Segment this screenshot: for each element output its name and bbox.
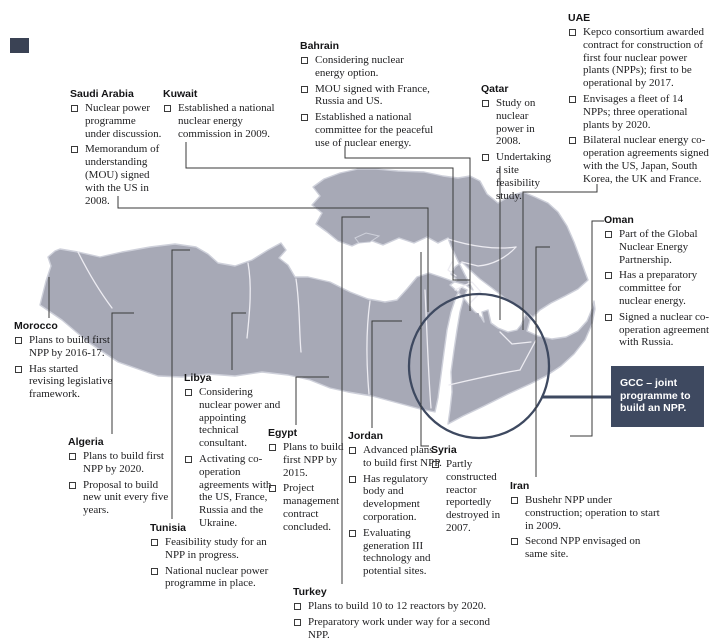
annotation-syria (431, 444, 505, 538)
annotation-iran (510, 480, 662, 564)
annotation-bullet-row (604, 269, 710, 307)
annotation-bullet-row (568, 134, 710, 185)
annotation-qatar (481, 83, 549, 205)
annotation-title-morocco: Morocco (14, 320, 58, 332)
bullet-square-icon (605, 314, 612, 321)
bullet-square-icon (482, 154, 489, 161)
annotation-bahrain (300, 40, 434, 153)
annotation-title-tunisia: Tunisia (150, 522, 186, 534)
bullet-square-icon (482, 100, 489, 107)
annotation-egypt (268, 427, 346, 537)
annotation-bullet-text: Project management contract concluded. (283, 482, 340, 533)
bullet-square-icon (294, 619, 301, 626)
annotation-bullet-text: Activating co-operation agreements with the US, France, Russia and the Ukraine. (199, 452, 272, 529)
bullet-square-icon (69, 482, 76, 489)
annotation-bullet-text: Memorandum of understanding (MOU) signed with the US in 2008. (85, 143, 160, 207)
annotation-bullet-text: Plans to build first NPP by 2015. (283, 441, 344, 479)
annotation-bullet-text: Partly constructed reactor reportedly destroyed in 2007. (446, 458, 501, 534)
annotation-bullet-text: Bilateral nuclear energy co-operation agreements signed with the US, Japan, South Korea, the UK and France. (583, 134, 709, 185)
annotation-bullet-text: Envisages a fleet of 14 NPPs; three operational plants by 2020. (583, 92, 688, 131)
annotation-bullet-text: Part of the Global Nuclear Energy Partnership. (619, 228, 698, 266)
bullet-square-icon (301, 57, 308, 64)
annotation-bullet-text: Study on nuclear power in 2008. (496, 97, 536, 148)
annotation-title-bahrain: Bahrain (300, 40, 340, 52)
bullet-square-icon (569, 96, 576, 103)
annotation-title-syria: Syria (431, 444, 457, 456)
annotation-bullet-row (163, 102, 295, 140)
annotation-bullet-row (568, 26, 710, 90)
annotation-bullet-row (70, 102, 162, 140)
bullet-square-icon (605, 272, 612, 279)
annotation-bullet-row (431, 458, 505, 535)
bullet-square-icon (269, 485, 276, 492)
annotation-bullet-row (481, 151, 549, 202)
annotation-title-oman: Oman (604, 214, 634, 226)
bullet-square-icon (164, 105, 171, 112)
annotation-title-algeria: Algeria (68, 436, 104, 448)
annotation-bullet-row (348, 444, 442, 470)
annotation-bullet-text: Second NPP envisaged on same site. (525, 535, 641, 561)
bullet-square-icon (15, 366, 22, 373)
annotation-bullet-row (70, 143, 162, 207)
annotation-bullet-text: Proposal to build new unit every five years. (83, 478, 169, 517)
annotation-bullet-text: Established a national committee for the peaceful use of nuclear energy. (315, 111, 434, 149)
annotation-bullet-text: Feasibility study for an NPP in progress. (165, 536, 267, 561)
annotation-bullet-text: Nuclear power programme under discussion. (85, 102, 162, 140)
bullet-square-icon (569, 137, 576, 144)
annotation-bullet-row (604, 228, 710, 266)
annotation-bullet-text: Has regulatory body and development corporation. (363, 472, 429, 523)
bullet-square-icon (349, 530, 356, 537)
annotation-bullet-row (348, 473, 442, 524)
annotation-morocco (14, 320, 116, 404)
bullet-square-icon (511, 538, 518, 545)
annotation-bullet-text: Has a preparatory committee for nuclear energy. (619, 269, 698, 307)
annotation-title-libya: Libya (184, 372, 212, 384)
annotation-bullet-text: Has started revising legislative framework. (29, 362, 113, 401)
annotation-bullet-text: Undertaking a site feasibility study. (496, 151, 551, 202)
annotation-bullet-row (510, 494, 662, 532)
bullet-square-icon (301, 114, 308, 121)
annotation-libya (184, 372, 281, 533)
annotation-bullet-text: Bushehr NPP under construction; operation to start in 2009. (525, 494, 660, 532)
bullet-square-icon (185, 456, 192, 463)
annotation-saudi-arabia (70, 88, 162, 210)
annotation-title-kuwait: Kuwait (163, 88, 198, 100)
annotation-bullet-text: Considering nuclear energy option. (315, 54, 404, 79)
annotation-bullet-row (300, 54, 434, 80)
annotation-title-qatar: Qatar (481, 83, 509, 95)
annotation-bullet-text: Evaluating generation III technology and potential sites. (363, 526, 431, 578)
annotation-title-turkey: Turkey (293, 586, 327, 598)
bullet-square-icon (185, 389, 192, 396)
annotation-bullet-row (300, 83, 434, 109)
annotation-kuwait (163, 88, 295, 143)
bullet-square-icon (349, 476, 356, 483)
bullet-square-icon (151, 539, 158, 546)
annotation-bullet-row (68, 479, 174, 517)
bullet-square-icon (432, 461, 439, 468)
annotation-uae (568, 12, 710, 189)
annotation-bullet-row (348, 527, 442, 578)
bullet-square-icon (15, 337, 22, 344)
page-corner-marker (10, 38, 29, 53)
annotation-bullet-text: Plans to build first NPP by 2020. (83, 450, 164, 475)
bahrain-island (476, 313, 479, 317)
bullet-square-icon (69, 453, 76, 460)
annotation-bullet-row (268, 441, 346, 479)
annotation-bullet-row (510, 535, 662, 561)
annotation-bullet-text: Plans to build first NPP by 2016-17. (29, 334, 110, 359)
annotation-bullet-row (604, 311, 710, 349)
annotation-bullet-row (184, 453, 281, 530)
annotation-bullet-row (293, 600, 493, 613)
annotation-bullet-text: Preparatory work under way for a second NPP. (308, 615, 491, 641)
annotation-title-jordan: Jordan (348, 430, 384, 442)
annotation-title-iran: Iran (510, 480, 530, 492)
annotation-bullet-text: National nuclear power programme in place. (165, 564, 269, 590)
bullet-square-icon (71, 105, 78, 112)
annotation-bullet-row (184, 386, 281, 450)
annotation-bullet-row (68, 450, 174, 476)
annotation-bullet-text: Signed a nuclear co-operation agreement with Russia. (619, 310, 710, 349)
bullet-square-icon (349, 447, 356, 454)
bullet-square-icon (269, 444, 276, 451)
annotation-bullet-text: MOU signed with France, Russia and US. (315, 82, 430, 108)
annotation-turkey (293, 586, 493, 643)
annotation-jordan (348, 430, 442, 581)
annotation-bullet-text: Plans to build 10 to 12 reactors by 2020. (308, 600, 487, 612)
annotation-bullet-row (293, 616, 493, 642)
annotation-bullet-row (14, 363, 116, 401)
annotation-bullet-row (481, 97, 549, 148)
bullet-square-icon (71, 146, 78, 153)
bullet-square-icon (301, 86, 308, 93)
annotation-bullet-text: Kepco consortium awarded contract for construction of first four nuclear power plants (NPPs); first to be operational by 2017. (583, 26, 704, 90)
annotation-title-uae: UAE (568, 12, 591, 24)
annotation-bullet-row (300, 111, 434, 149)
bullet-square-icon (605, 231, 612, 238)
annotation-bullet-row (150, 536, 282, 562)
annotation-bullet-row (150, 565, 282, 591)
annotation-bullet-row (14, 334, 116, 360)
annotation-bullet-row (568, 93, 710, 131)
annotation-bullet-row (268, 482, 346, 533)
annotation-bullet-text: Established a national nuclear energy commission in 2009. (178, 102, 275, 140)
annotation-bullet-text: Considering nuclear power and appointing technical consultant. (199, 386, 281, 450)
gcc-callout-box: GCC – joint programme to build an NPP. (611, 366, 704, 427)
annotation-oman (604, 214, 710, 352)
bullet-square-icon (569, 29, 576, 36)
annotation-algeria (68, 436, 174, 520)
bullet-square-icon (151, 568, 158, 575)
bullet-square-icon (511, 497, 518, 504)
annotation-title-egypt: Egypt (268, 427, 298, 439)
annotation-title-saudi-arabia: Saudi Arabia (70, 88, 134, 100)
annotation-bullet-text: Advanced plans to build first NPP. (363, 444, 442, 469)
bullet-square-icon (294, 603, 301, 610)
